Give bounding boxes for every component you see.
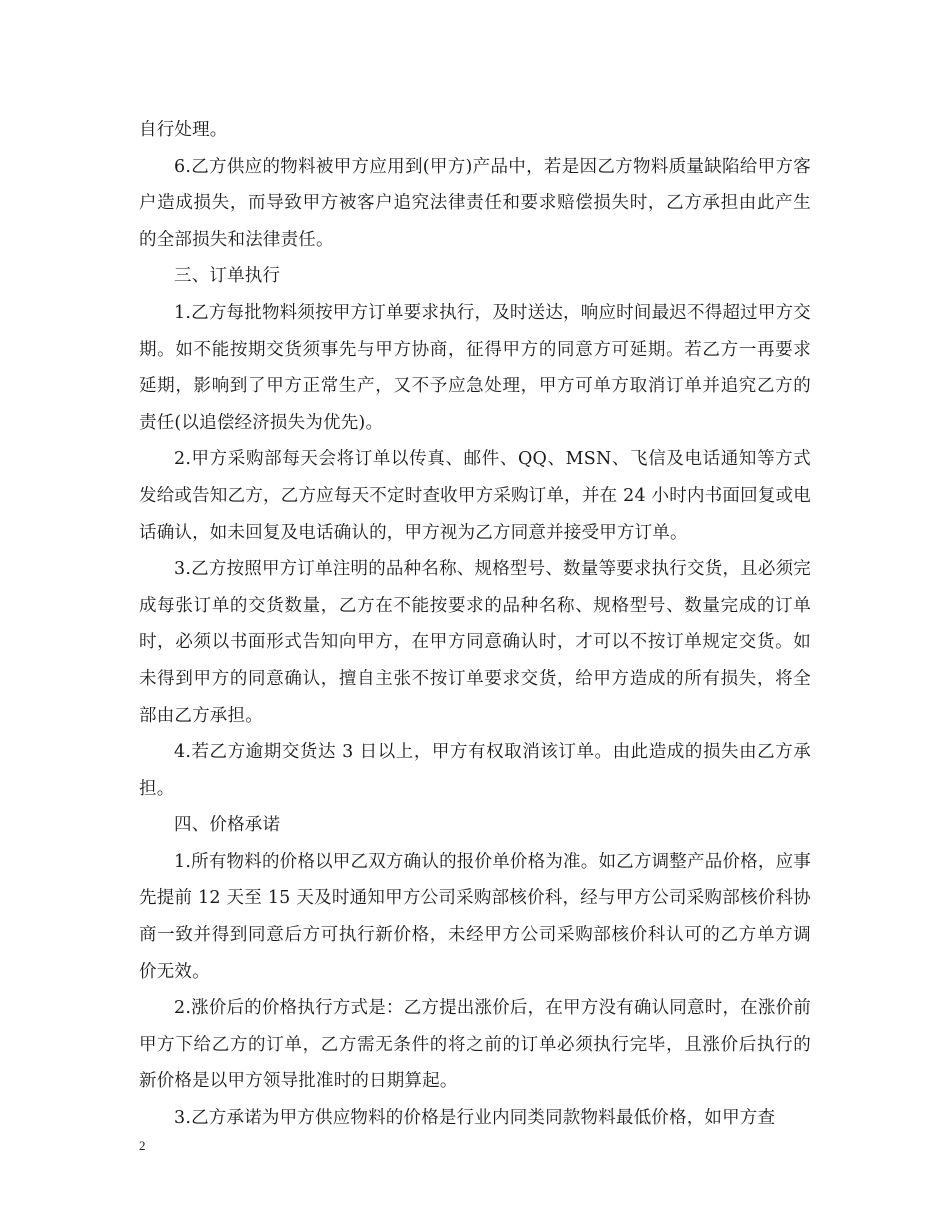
paragraph: 3.乙方承诺为甲方供应物料的价格是行业内同类同款物料最低价格，如甲方查: [174, 1108, 776, 1129]
paragraph: 2.涨价后的价格执行方式是：乙方提出涨价后，在甲方没有确认同意时，在涨价前甲方下给乙方的订单，乙方需无条件的将之前的订单必须执行完毕，且涨价后执行的新价格是以甲方领导批准时的日期算起。: [139, 998, 811, 1092]
paragraph: 1.所有物料的价格以甲乙双方确认的报价单价格为准。如乙方调整产品价格，应事先提前 12 天至 15 天及时通知甲方公司采购部核价科，经与甲方公司采购部核价科协商一致并得到同意后方可执行新价格，未经甲方公司采购部核价科认可的乙方单方调价无效。: [139, 851, 811, 982]
paragraph: 自行处理。: [139, 120, 228, 140]
paragraph: 3.乙方按照甲方订单注明的品种名称、规格型号、数量等要求执行交货，且必须完成每张订单的交货数量，乙方在不能按要求的品种名称、规格型号、数量完成的订单时，必须以书面形式告知向甲方，在甲方同意确认时，才可以不按订单规定交货。如未得到甲方的同意确认，擅自主张不按订单要求交货，给甲方造成的所有损失，将全部由乙方承担。: [139, 559, 811, 726]
section-heading: 三、订单执行: [174, 266, 281, 287]
paragraph: 2.甲方采购部每天会将订单以传真、邮件、QQ、MSN、飞信及电话通知等方式发给或告知乙方，乙方应每天不定时查收甲方采购订单，并在 24 小时内书面回复或电话确认，如未回复及电话确认的，甲方视为乙方同意并接受甲方订单。: [139, 449, 811, 543]
document-body: [139, 112, 811, 1137]
paragraph: 6.乙方供应的物料被甲方应用到(甲方)产品中，若是因乙方物料质量缺陷给甲方客户造成损失，而导致甲方被客户追究法律责任和要求赔偿损失时，乙方承担由此产生的全部损失和法律责任。: [139, 156, 811, 250]
paragraph: 4.若乙方逾期交货达 3 日以上，甲方有权取消该订单。由此造成的损失由乙方承担。: [139, 742, 811, 799]
section-heading: 四、价格承诺: [174, 815, 281, 836]
paragraph: 1.乙方每批物料须按甲方订单要求执行，及时送达，响应时间最迟不得超过甲方交期。如不能按期交货须事先与甲方协商，征得甲方的同意方可延期。若乙方一再要求延期，影响到了甲方正常生产，又不予应急处理，甲方可单方取消订单并追究乙方的责任(以追偿经济损失为优先)。: [139, 302, 811, 433]
page-number: 2: [139, 1138, 146, 1153]
